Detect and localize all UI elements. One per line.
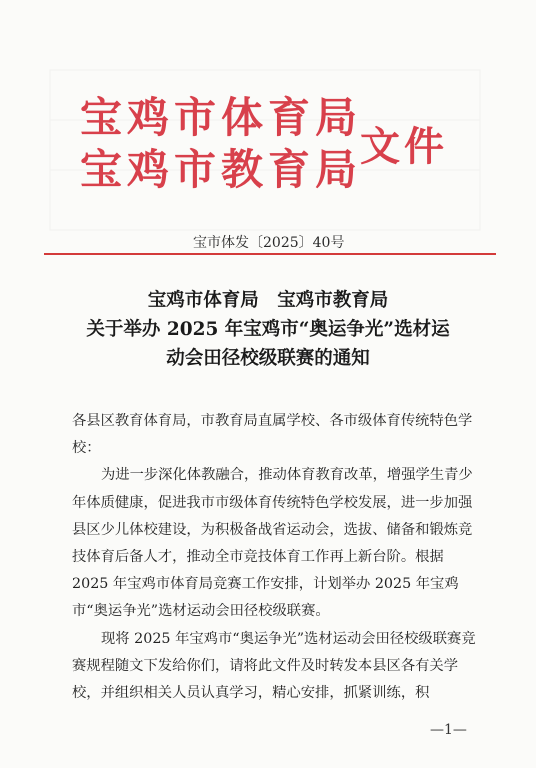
title-line: 关于举办 2025 年宝鸡市“奥运争光”选材运 [86, 319, 450, 340]
body-paragraph: 为进一步深化体教融合，推动体育教育改革，增强学生青少年体质健康，促进我市市级体育传统特色学校发展，进一步加强县区少儿体校建设，为积极备战省运动会，选拔、储备和锻炼竞技体育后备人才，推动全市竞技体育工作再上新台阶。根据 2025 年宝鸡市体育局竞赛工作安排，计划举办 2025 年宝鸡市“奥运争光”选材运动会田径校级联赛。 [72, 467, 473, 620]
issuer-education-bureau: 宝鸡市教育局 [80, 145, 363, 194]
document-number: 宝市体发〔2025〕40号 [193, 235, 345, 251]
document-title [40, 286, 496, 373]
issuer-sports-bureau: 宝鸡市体育局 [80, 93, 363, 142]
title-line: 宝鸡市体育局 宝鸡市教育局 [147, 290, 389, 311]
issuing-authorities [80, 92, 362, 196]
red-divider-line [44, 253, 496, 255]
title-line: 动会田径校级联赛的通知 [166, 348, 370, 369]
body-paragraph: 现将 2025 年宝鸡市“奥运争光”选材运动会田径校级联赛竞赛规程随文下发给你们，请将此文件及时转发本县区各有关学校，并组织相关人员认真学习，精心安排，抓紧训练，积 [72, 630, 476, 702]
salutation: 各县区教育体育局，市教育局直属学校、各市级体育传统特色学校： [72, 413, 473, 457]
document-body [72, 408, 482, 707]
document-type-label: 文件 [360, 123, 448, 170]
page-number: —1— [430, 722, 467, 738]
